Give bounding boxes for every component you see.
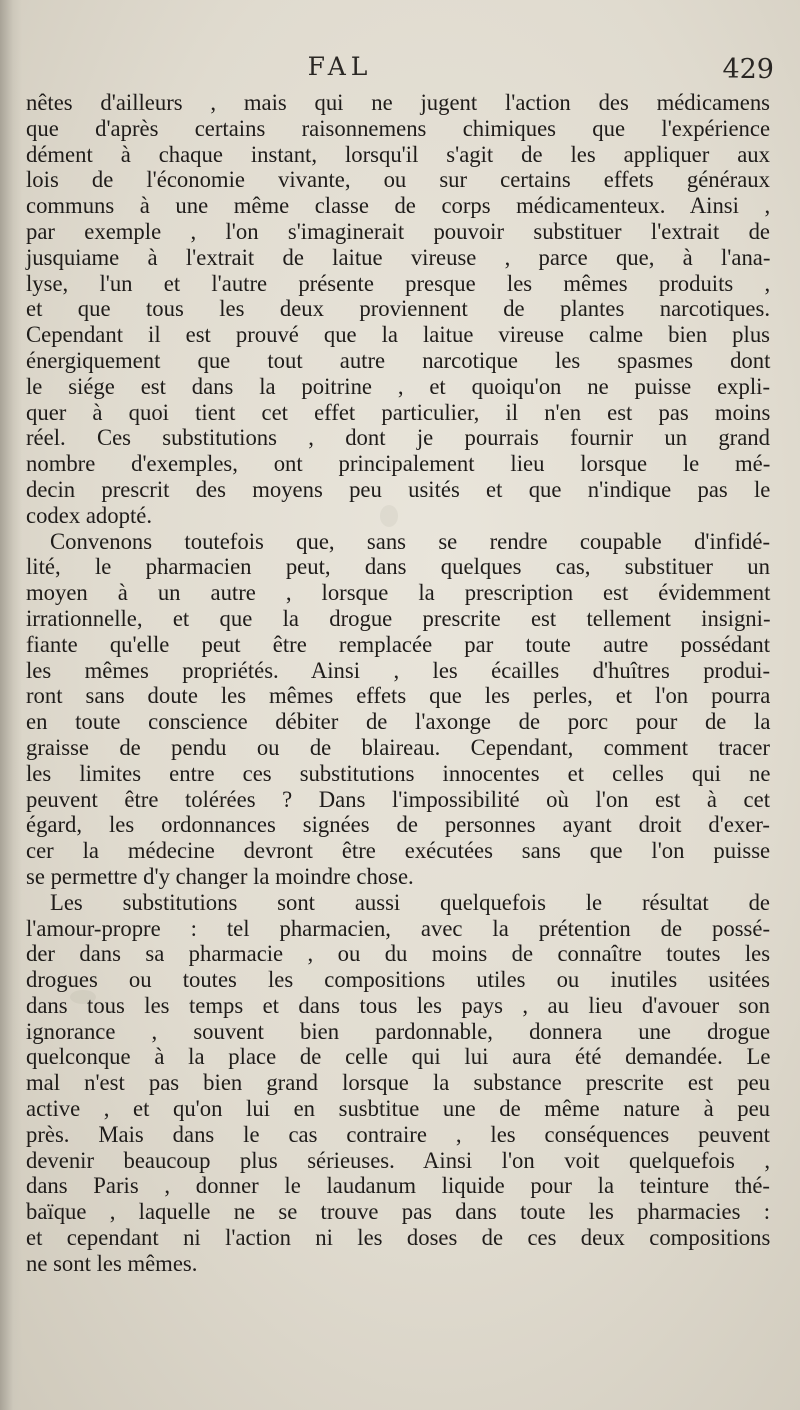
text-line: nombre d'exemples, ont principalement lieu lorsque le mé- — [26, 451, 771, 477]
text-line: ignorance , souvent bien pardonnable, donnera une drogue — [26, 1018, 771, 1044]
text-line: réel. Ces substitutions , dont je pourrais fournir un grand — [26, 425, 770, 451]
paragraph — [26, 890, 770, 1277]
text-line: moyen à un autre , lorsque la prescription est évidemment — [26, 580, 771, 606]
text-line: fiante qu'elle peut être remplacée par toute autre possédant — [26, 631, 770, 657]
text-line: Convenons toutefois que, sans se rendre coupable d'infidé- — [50, 528, 770, 554]
text-line: lyse, l'un et l'autre présente presque les mêmes produits , — [26, 270, 771, 296]
text-line: en toute conscience débiter de l'axonge de porc pour de la — [26, 709, 771, 735]
text-line: baïque , laquelle ne se trouve pas dans toute les pharmacies : — [26, 1199, 770, 1225]
text-line: communs à une même classe de corps médicamenteux. Ainsi , — [26, 193, 771, 219]
running-title: FAL — [307, 52, 373, 81]
text-line: Cependant il est prouvé que la laitue vireuse calme bien plus — [26, 322, 770, 348]
text-line: quelconque à la place de celle qui lui aura été demandée. Le — [26, 1044, 771, 1070]
text-line: nêtes d'ailleurs , mais qui ne jugent l'action des médicamens — [26, 90, 770, 115]
text-line: cer la médecine devront être exécutées sans que l'on puisse — [26, 838, 771, 864]
text-line: decin prescrit des moyens peu usités et que n'indique pas le — [26, 476, 771, 502]
text-line: graisse de pendu ou de blaireau. Cependant, comment tracer — [26, 734, 770, 760]
text-line: par exemple , l'on s'imaginerait pouvoir substituer l'extrait de — [26, 218, 770, 244]
text-line: et cependant ni l'action ni les doses de ces deux compositions — [26, 1225, 771, 1251]
text-line: le siége est dans la poitrine , et quoiqu'on ne puisse expli- — [26, 373, 770, 399]
text-line: l'amour-propre : tel pharmacien, avec la prétention de possé- — [26, 915, 770, 941]
text-line: ront sans doute les mêmes effets que les perles, et l'on pourra — [26, 683, 771, 709]
text-line: lité, le pharmacien peut, dans quelques cas, substituer un — [26, 554, 770, 580]
text-line: Les substitutions sont aussi quelquefois le résultat de — [50, 889, 770, 915]
body-text — [26, 90, 770, 1277]
text-line: énergiquement que tout autre narcotique les spasmes dont — [26, 347, 771, 373]
text-line: quer à quoi tient cet effet particulier, il n'en est pas moins — [26, 399, 771, 425]
text-line: active , et qu'on lui en susbtitue une de même nature à peu — [26, 1096, 770, 1122]
text-line: jusquiame à l'extrait de laitue vireuse , parce que, à l'ana- — [26, 244, 771, 270]
text-line: dans Paris , donner le laudanum liquide pour la teinture thé- — [26, 1173, 770, 1199]
page-header — [0, 52, 800, 92]
text-line: égard, les ordonnances signées de personnes ayant droit d'exer- — [26, 812, 770, 838]
text-line: près. Mais dans le cas contraire , les conséquences peuvent — [26, 1121, 770, 1147]
paragraph — [26, 90, 770, 529]
text-line: devenir beaucoup plus sérieuses. Ainsi l'on voit quelquefois , — [26, 1147, 770, 1173]
text-line: les mêmes propriétés. Ainsi , les écailles d'huîtres produi- — [26, 657, 771, 683]
text-line: se permettre d'y changer la moindre chose. — [26, 863, 414, 889]
text-line: et que tous les deux proviennent de plantes narcotiques. — [26, 296, 770, 322]
text-line: que d'après certains raisonnemens chimiques que l'expérience — [26, 115, 771, 141]
page-number: 429 — [722, 54, 774, 85]
text-line: mal n'est pas bien grand lorsque la substance prescrite est peu — [26, 1070, 770, 1096]
text-line: lois de l'économie vivante, ou sur certains effets généraux — [26, 167, 770, 193]
text-line: les limites entre ces substitutions innocentes et celles qui ne — [26, 760, 771, 786]
text-line: der dans sa pharmacie , ou du moins de connaître toutes les — [26, 941, 771, 967]
text-line: peuvent être tolérées ? Dans l'impossibilité où l'on est à cet — [26, 786, 770, 812]
text-line: ne sont les mêmes. — [26, 1250, 198, 1276]
text-line: irrationnelle, et que la drogue prescrite est tellement insigni- — [26, 605, 771, 631]
text-line: dément à chaque instant, lorsqu'il s'agit de les appliquer aux — [26, 141, 770, 167]
paragraph — [26, 529, 770, 890]
text-line: drogues ou toutes les compositions utiles ou inutiles usitées — [26, 967, 770, 993]
text-line: dans tous les temps et dans tous les pays , au lieu d'avouer son — [26, 992, 770, 1018]
page-gutter-shadow — [0, 0, 22, 1410]
text-line: codex adopté. — [26, 502, 152, 528]
